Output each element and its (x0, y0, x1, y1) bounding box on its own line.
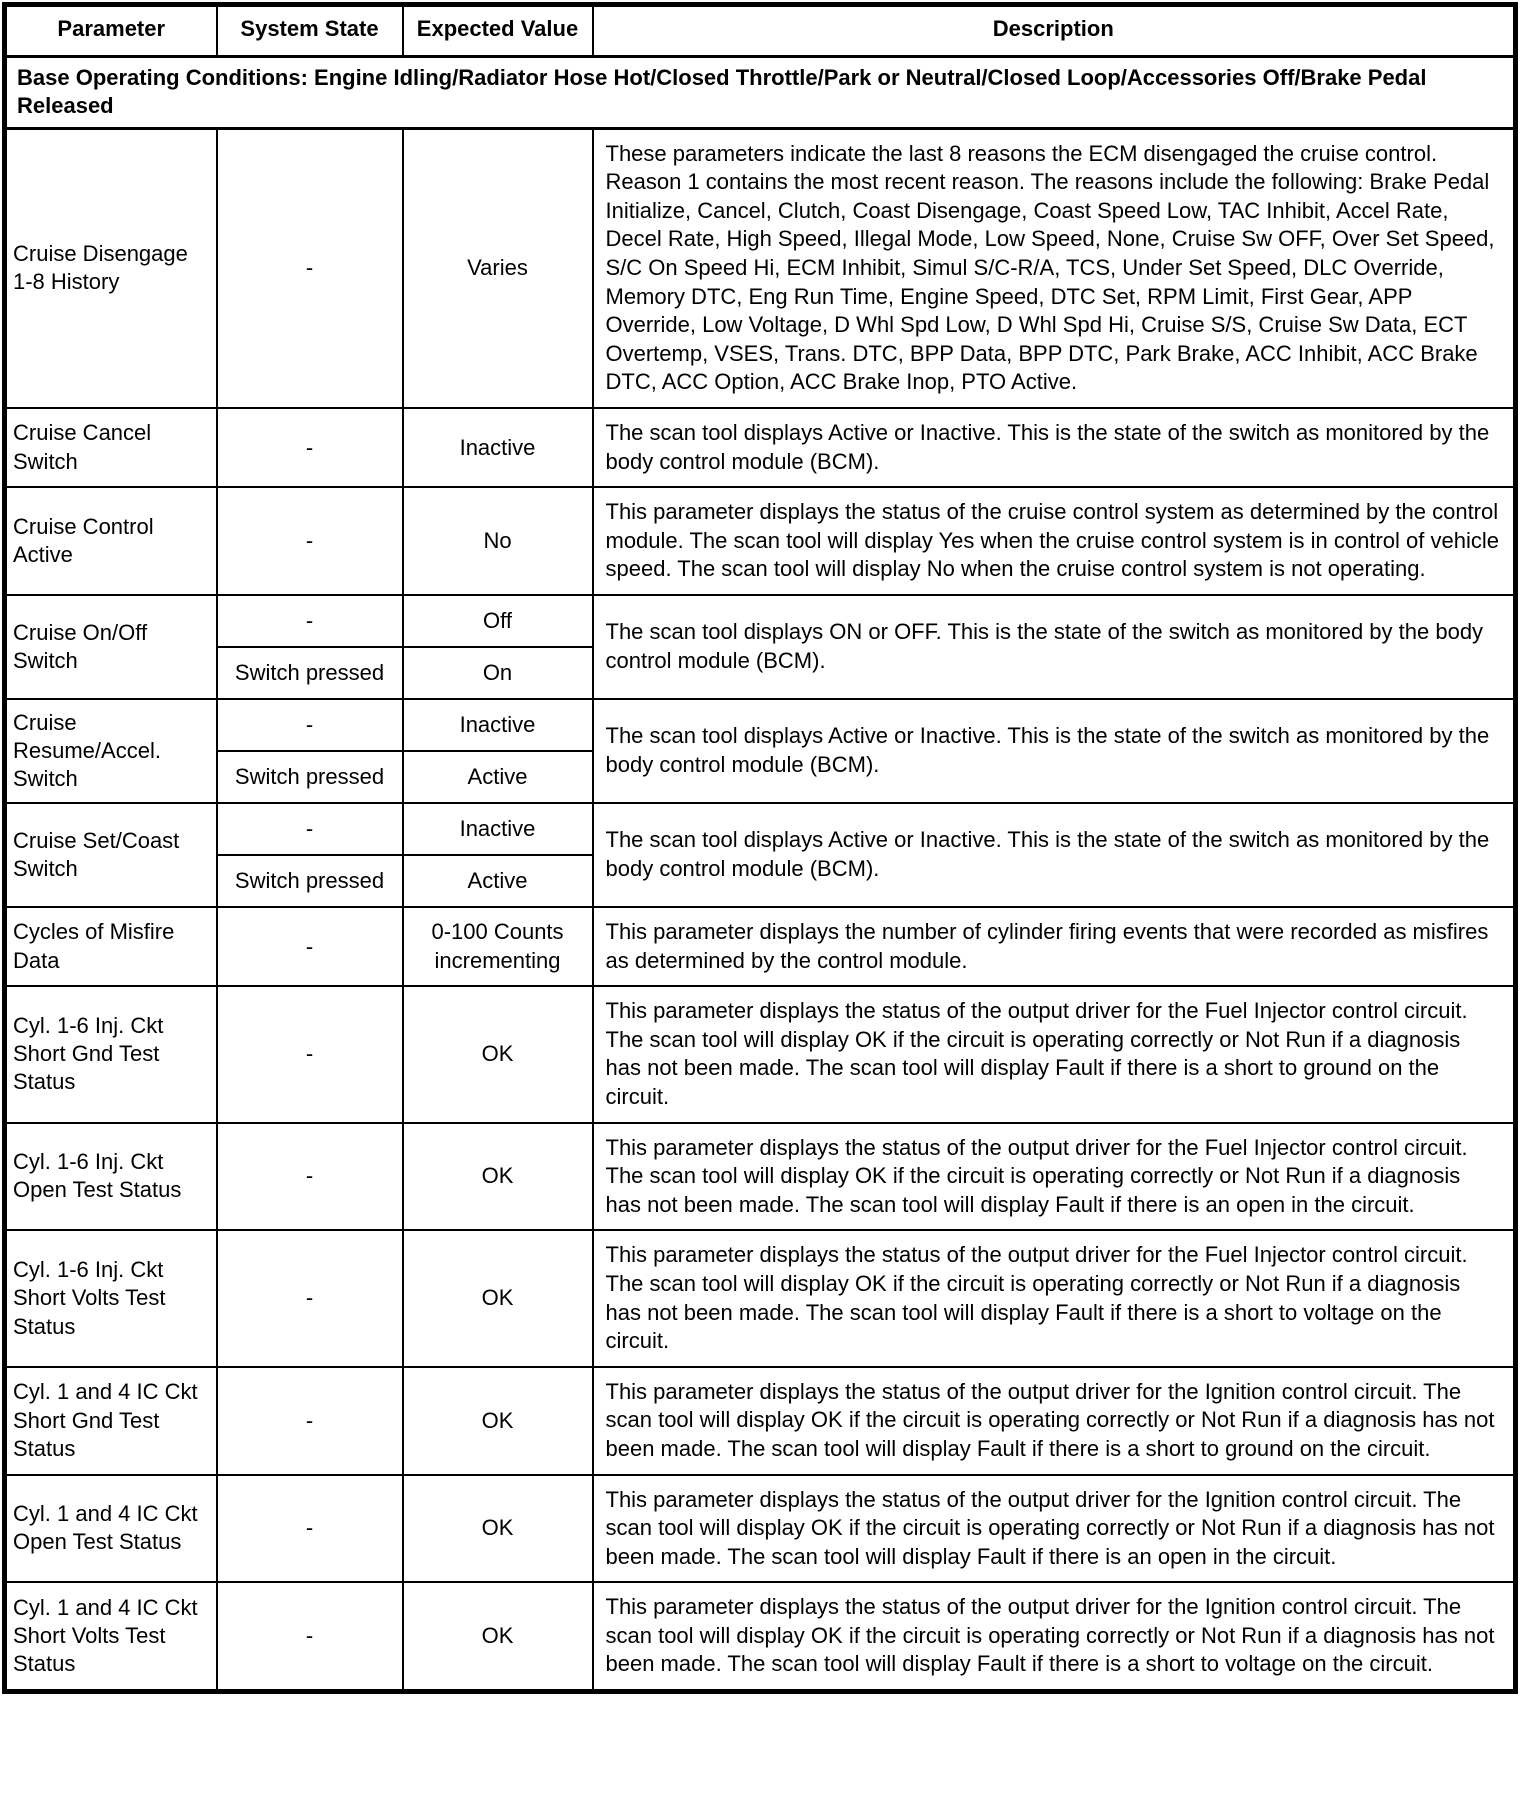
system-state-cell: - (217, 128, 403, 408)
expected-value-cell: Inactive (403, 803, 593, 855)
description-cell: The scan tool displays Active or Inactive. This is the state of the switch as monitored by the body control module (BCM). (593, 803, 1516, 907)
table-row (5, 986, 1516, 1122)
parameter-cell: Cyl. 1-6 Inj. Ckt Open Test Status (5, 1123, 217, 1231)
table-row (5, 1123, 1516, 1231)
parameter-cell: Cyl. 1 and 4 IC Ckt Short Volts Test Status (5, 1582, 217, 1691)
column-header-system-state: System State (217, 5, 403, 57)
description-cell: This parameter displays the status of the output driver for the Ignition control circuit. The scan tool will display OK if the circuit is operating correctly or Not Run if a diagnosis has not been made. The scan tool will display Fault if there is a short to voltage on the circuit. (593, 1582, 1516, 1691)
description-cell: The scan tool displays Active or Inactive. This is the state of the switch as monitored by the body control module (BCM). (593, 408, 1516, 487)
base-operating-conditions: Base Operating Conditions: Engine Idling/Radiator Hose Hot/Closed Throttle/Park or Neutral/Closed Loop/Accessories Off/Brake Pedal Released (5, 56, 1516, 128)
expected-value-cell: On (403, 647, 593, 699)
parameter-cell: Cyl. 1-6 Inj. Ckt Short Volts Test Status (5, 1230, 217, 1366)
table-row (5, 1475, 1516, 1583)
parameter-cell: Cyl. 1-6 Inj. Ckt Short Gnd Test Status (5, 986, 217, 1122)
table-row (5, 1582, 1516, 1691)
expected-value-cell: OK (403, 986, 593, 1122)
description-cell: This parameter displays the number of cylinder firing events that were recorded as misfires as determined by the control module. (593, 907, 1516, 986)
base-conditions-row (5, 56, 1516, 128)
expected-value-cell: Varies (403, 128, 593, 408)
table-body (5, 56, 1516, 1692)
column-header-expected-value: Expected Value (403, 5, 593, 57)
description-cell: This parameter displays the status of the output driver for the Fuel Injector control circuit. The scan tool will display OK if the circuit is operating correctly or Not Run if a diagnosis has not been made. The scan tool will display Fault if there is a short to voltage on the circuit. (593, 1230, 1516, 1366)
system-state-cell: - (217, 1582, 403, 1691)
parameter-cell: Cruise Resume/Accel. Switch (5, 699, 217, 803)
description-cell: These parameters indicate the last 8 reasons the ECM disengaged the cruise control. Reason 1 contains the most recent reason. The reasons include the following: Brake Pedal Initialize, Cancel, Clutch, Coast Disengage, Coast Speed Low, TAC Inhibit, Accel Rate, Decel Rate, High Speed, Illegal Mode, Low Speed, None, Cruise Sw OFF, Over Set Speed, S/C On Speed Hi, ECM Inhibit, Simul S/C-R/A, TCS, Under Set Speed, DLC Override, Memory DTC, Eng Run Time, Engine Speed, DTC Set, RPM Limit, First Gear, APP Override, Low Voltage, D Whl Spd Low, D Whl Spd Hi, Cruise S/S, Cruise Sw Data, ECT Overtemp, VSES, Trans. DTC, BPP Data, BPP DTC, Park Brake, ACC Inhibit, ACC Brake DTC, ACC Option, ACC Brake Inop, PTO Active. (593, 128, 1516, 408)
description-cell: The scan tool displays ON or OFF. This is the state of the switch as monitored by the body control module (BCM). (593, 595, 1516, 699)
expected-value-cell: OK (403, 1582, 593, 1691)
table-row (5, 128, 1516, 408)
system-state-cell: - (217, 1123, 403, 1231)
description-cell: This parameter displays the status of the output driver for the Fuel Injector control circuit. The scan tool will display OK if the circuit is operating correctly or Not Run if a diagnosis has not been made. The scan tool will display Fault if there is a short to ground on the circuit. (593, 986, 1516, 1122)
expected-value-cell: OK (403, 1475, 593, 1583)
expected-value-cell: 0-100 Counts incrementing (403, 907, 593, 986)
system-state-cell: - (217, 595, 403, 647)
description-cell: The scan tool displays Active or Inactive. This is the state of the switch as monitored by the body control module (BCM). (593, 699, 1516, 803)
description-cell: This parameter displays the status of the cruise control system as determined by the control module. The scan tool will display Yes when the cruise control system is in control of vehicle speed. The scan tool will display No when the cruise control system is not operating. (593, 487, 1516, 595)
table-row (5, 907, 1516, 986)
expected-value-cell: Active (403, 751, 593, 803)
system-state-cell: Switch pressed (217, 855, 403, 907)
expected-value-cell: Active (403, 855, 593, 907)
table-row (5, 595, 1516, 647)
expected-value-cell: Inactive (403, 699, 593, 751)
parameter-cell: Cruise On/Off Switch (5, 595, 217, 699)
parameter-cell: Cruise Control Active (5, 487, 217, 595)
column-header-description: Description (593, 5, 1516, 57)
system-state-cell: - (217, 408, 403, 487)
system-state-cell: - (217, 1367, 403, 1475)
system-state-cell: - (217, 699, 403, 751)
scan-tool-data-table (2, 2, 1518, 1694)
parameter-cell: Cycles of Misfire Data (5, 907, 217, 986)
column-header-parameter: Parameter (5, 5, 217, 57)
parameter-cell: Cruise Disengage 1-8 History (5, 128, 217, 408)
system-state-cell: Switch pressed (217, 751, 403, 803)
parameter-cell: Cyl. 1 and 4 IC Ckt Short Gnd Test Status (5, 1367, 217, 1475)
system-state-cell: Switch pressed (217, 647, 403, 699)
expected-value-cell: OK (403, 1230, 593, 1366)
parameter-cell: Cruise Set/Coast Switch (5, 803, 217, 907)
expected-value-cell: OK (403, 1123, 593, 1231)
expected-value-cell: Inactive (403, 408, 593, 487)
description-cell: This parameter displays the status of the output driver for the Ignition control circuit. The scan tool will display OK if the circuit is operating correctly or Not Run if a diagnosis has not been made. The scan tool will display Fault if there is a short to ground on the circuit. (593, 1367, 1516, 1475)
table-row (5, 1367, 1516, 1475)
table-row (5, 487, 1516, 595)
table-row (5, 408, 1516, 487)
system-state-cell: - (217, 487, 403, 595)
table-header-row (5, 5, 1516, 57)
system-state-cell: - (217, 907, 403, 986)
system-state-cell: - (217, 986, 403, 1122)
system-state-cell: - (217, 803, 403, 855)
expected-value-cell: OK (403, 1367, 593, 1475)
description-cell: This parameter displays the status of the output driver for the Ignition control circuit. The scan tool will display OK if the circuit is operating correctly or Not Run if a diagnosis has not been made. The scan tool will display Fault if there is an open in the circuit. (593, 1475, 1516, 1583)
parameter-cell: Cruise Cancel Switch (5, 408, 217, 487)
expected-value-cell: No (403, 487, 593, 595)
description-cell: This parameter displays the status of the output driver for the Fuel Injector control circuit. The scan tool will display OK if the circuit is operating correctly or Not Run if a diagnosis has not been made. The scan tool will display Fault if there is an open in the circuit. (593, 1123, 1516, 1231)
parameter-cell: Cyl. 1 and 4 IC Ckt Open Test Status (5, 1475, 217, 1583)
table-row (5, 699, 1516, 751)
expected-value-cell: Off (403, 595, 593, 647)
table-row (5, 803, 1516, 855)
system-state-cell: - (217, 1475, 403, 1583)
table-row (5, 1230, 1516, 1366)
system-state-cell: - (217, 1230, 403, 1366)
